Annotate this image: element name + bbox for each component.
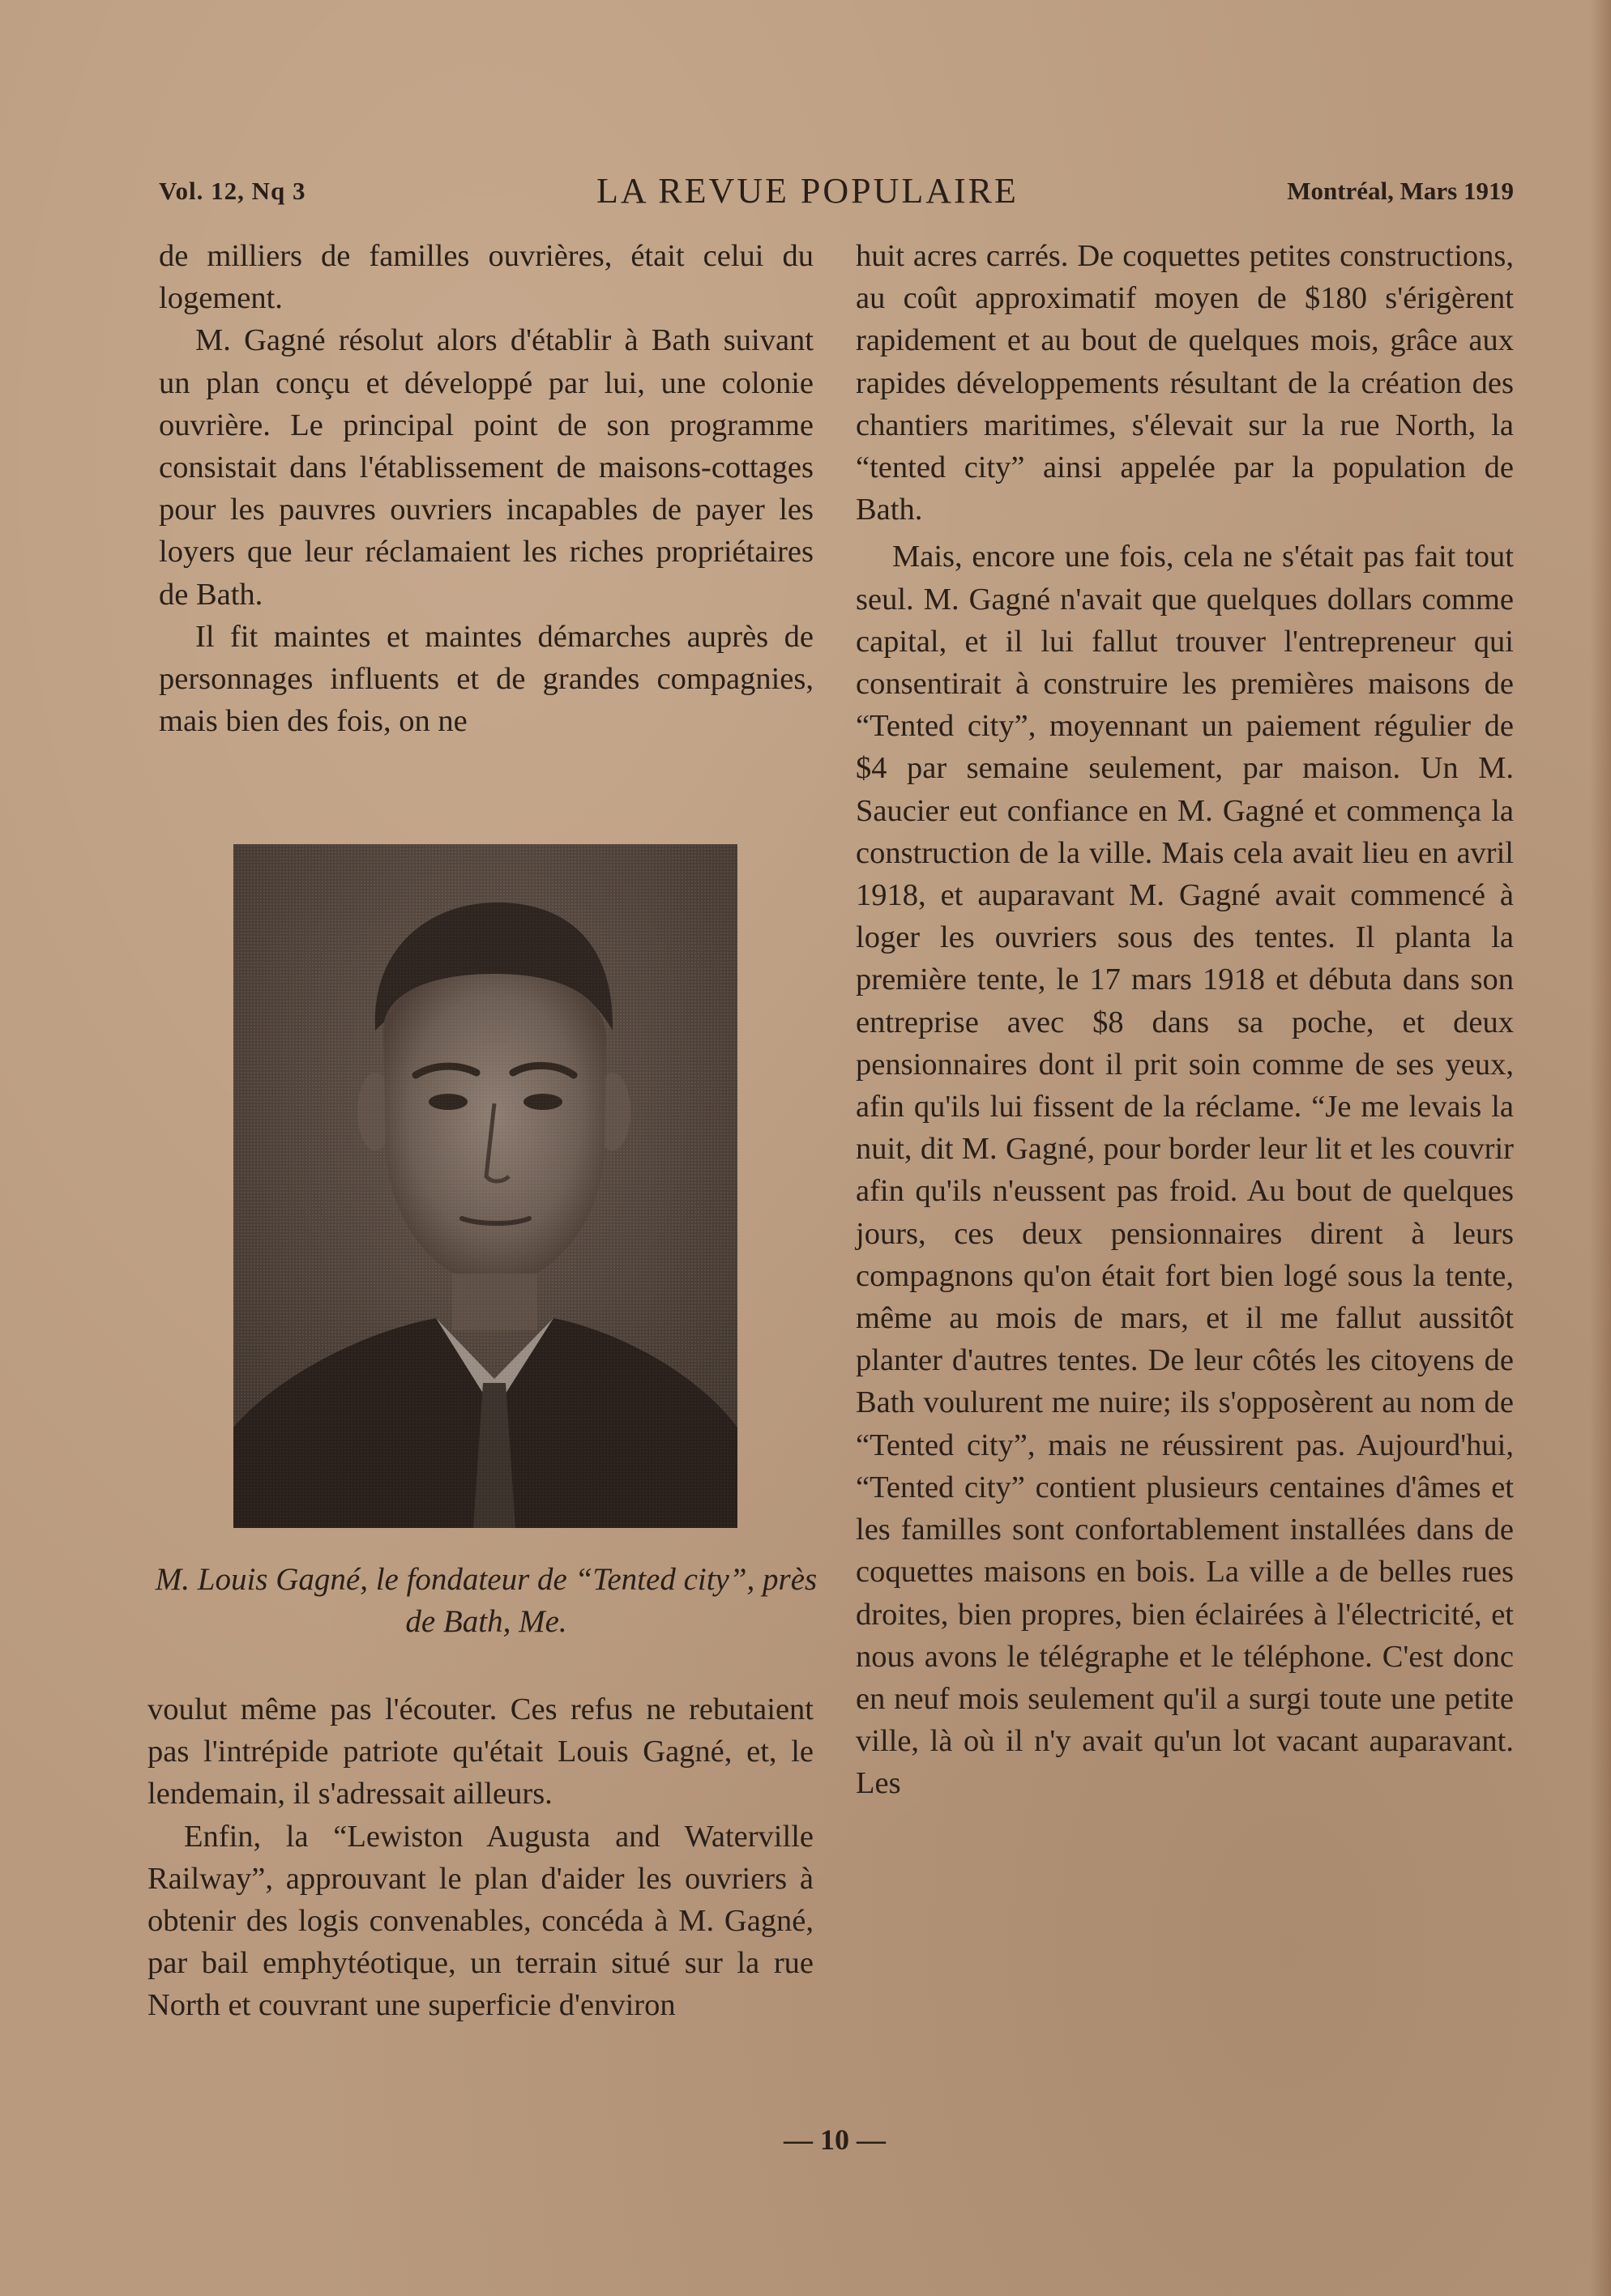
publication-title: LA REVUE POPULAIRE	[596, 171, 1019, 211]
portrait-photo	[233, 844, 737, 1528]
paragraph: voulut même pas l'écouter. Ces refus ne rebutaient pas l'intrépide patriote qu'était Louis Gagné, et, le lendemain, il s'adressait ailleurs.	[147, 1692, 814, 1812]
paragraph: Il fit maintes et maintes démarches auprès de personnages influents et de grandes compagnies, mais bien des fois, on ne	[159, 619, 814, 739]
portrait-illustration	[233, 844, 737, 1528]
left-column-bottom	[147, 1688, 814, 2027]
paragraph: Enfin, la “Lewiston Augusta and Waterville Railway”, approuvant le plan d'aider les ouvriers à obtenir des logis convenables, concéda à M. Gagné, par bail emphytéotique, un terrain situé sur la rue North et couvrant une superficie d'environ	[147, 1819, 814, 2023]
paragraph: Mais, encore une fois, cela ne s'était pas fait tout seul. M. Gagné n'avait que quelques dollars comme capital, et il lui fallut trouver l'entrepreneur qui consentirait à construire les premières maisons de “Tented city”, moyennant un paiement régulier de $4 par semaine seulement, par maison. Un M. Saucier eut confiance en M. Gagné et commença la construction de la ville. Mais cela avait lieu en avril 1918, et auparavant M. Gagné avait commencé à loger les ouvriers sous des tentes. Il planta la première tente, le 17 mars 1918 et débuta dans son entreprise avec $8 dans sa poche, et deux pensionnaires dont il prit soin comme de ses yeux, afin qu'ils lui fissent de la réclame. “Je me levais la nuit, dit M. Gagné, pour border leur lit et les couvrir afin qu'ils n'eussent pas froid. Au bout de quelques jours, ces deux pensionnaires dirent à leurs compagnons qu'on était fort bien logé sous la tente, même au mois de mars, et il me fallut aussitôt planter d'autres tentes. De leur côtés les citoyens de Bath voulurent me nuire; ils s'opposèrent au nom de “Tented city”, mais ne réussirent pas. Aujourd'hui, “Tented city” contient plusieurs centaines d'âmes et les familles sont confortablement installées dans de coquettes maisons en bois. La ville a de belles rues droites, bien propres, bien éclairées à l'électricité, et nous avons le télégraphe et le téléphone. C'est donc en neuf mois seulement qu'il a surgi toute une petite ville, là où il n'y avait qu'un lot vacant auparavant. Les	[856, 540, 1514, 1801]
page-number: — 10 —	[784, 2123, 886, 2156]
left-column-top	[159, 235, 814, 742]
page-edge-shadow	[1590, 0, 1611, 2296]
paragraph: huit acres carrés. De coquettes petites constructions, au coût approximatif moyen de $180 s'érigèrent rapidement et au bout de quelques mois, grâce aux rapides développements résultant de la création des chantiers maritimes, s'élevait sur la rue North, la “tented city” ainsi appelée par la population de Bath.	[856, 239, 1514, 527]
paragraph: de milliers de familles ouvrières, était celui du logement.	[159, 239, 814, 316]
photo-caption: M. Louis Gagné, le fondateur de “Tented city”, près de Bath, Me.	[155, 1562, 818, 1639]
right-column	[856, 235, 1514, 1810]
issue-date: Montréal, Mars 1919	[1287, 177, 1514, 205]
paragraph: M. Gagné résolut alors d'établir à Bath suivant un plan conçu et développé par lui, une colonie ouvrière. Le principal point de son programme consistait dans l'établissement de maisons-cottages pour les pauvres ouvriers incapables de payer les loyers que leur réclamaient les riches propriétaires de Bath.	[159, 323, 814, 612]
volume-number: Vol. 12, Nq 3	[159, 177, 306, 205]
running-header	[159, 170, 1514, 219]
